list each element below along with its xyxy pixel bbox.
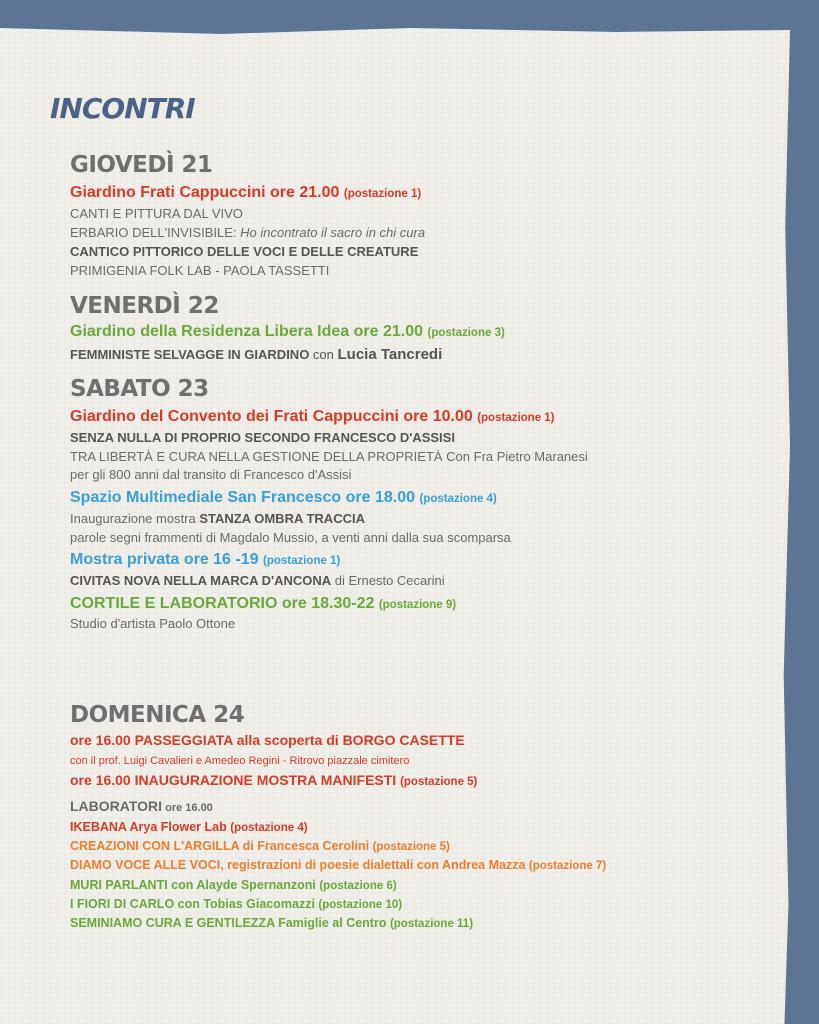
domenica-event-1-sub: con il prof. Luigi Cavalieri e Amedeo Regini - Ritrovo piazzale cimitero [70,755,410,767]
sabato-line-3: per gli 800 anni dal transito di Francesco d'Assisi [70,467,352,482]
day-heading-sabato: SABATO 23 [70,376,209,402]
giovedi-venue: Giardino Frati Cappuccini ore 21.00 (postazione 1) [70,184,422,201]
lab-item-fiori: I FIORI DI CARLO con Tobias Giacomazzi (postazione 10) [70,897,403,911]
day-heading-domenica: DOMENICA 24 [70,702,245,728]
domenica-event-1: ore 16.00 PASSEGGIATA alla scoperta di BORGO CASETTE [70,732,465,748]
lab-item-muri: MURI PARLANTI con Alayde Spernanzoni (postazione 6) [70,878,397,892]
sabato-venue-2: Spazio Multimediale San Francesco ore 18.00 (postazione 4) [70,489,497,506]
giovedi-line-2: ERBARIO DELL'INVISIBILE: Ho incontrato il sacro in chi cura [70,225,426,240]
lab-item-voci: DIAMO VOCE ALLE VOCI, registrazioni di poesie dialettali con Andrea Mazza (postazione 7) [70,858,607,872]
venerdi-line-1: FEMMINISTE SELVAGGE IN GIARDINO con Lucia Tancredi [70,346,443,363]
sabato-line-4: Inaugurazione mostra STANZA OMBRA TRACCIA [70,511,365,526]
lab-item-argilla: CREAZIONI CON L'ARGILLA di Francesca Cerolini (postazione 5) [70,839,450,853]
domenica-event-2: ore 16.00 INAUGURAZIONE MOSTRA MANIFESTI (postazione 5) [70,772,478,788]
lab-item-seminiamo: SEMINIAMO CURA E GENTILEZZA Famiglie al Centro (postazione 11) [70,916,474,930]
sabato-venue-3: Mostra privata ore 16 -19 (postazione 1) [70,551,341,568]
sabato-line-2: TRA LIBERTÀ E CURA NELLA GESTIONE DELLA PROPRIETÀ Con Fra Pietro Maranesi [70,449,588,464]
sabato-venue-4: CORTILE E LABORATORIO ore 18.30-22 (postazione 9) [70,595,457,612]
giovedi-line-1: CANTI E PITTURA DAL VIVO [70,206,243,221]
sabato-line-7: Studio d'artista Paolo Ottone [70,616,236,631]
day-heading-venerdi: VENERDÌ 22 [70,293,219,319]
laboratori-heading: LABORATORI ore 16.00 [70,798,213,814]
lab-item-ikebana: IKEBANA Arya Flower Lab (postazione 4) [70,820,308,834]
giovedi-line-3: CANTICO PITTORICO DELLE VOCI E DELLE CREATURE [70,244,419,259]
sabato-venue-1: Giardino del Convento dei Frati Cappuccini ore 10.00 (postazione 1) [70,408,555,425]
sabato-line-6: CIVITAS NOVA NELLA MARCA D'ANCONA di Ernesto Cecarini [70,573,445,588]
venerdi-venue: Giardino della Residenza Libera Idea ore 21.00 (postazione 3) [70,323,505,340]
section-title: INCONTRI [50,92,195,125]
day-heading-giovedi: GIOVEDÌ 21 [70,152,213,178]
sabato-line-1: SENZA NULLA DI PROPRIO SECONDO FRANCESCO D'ASSISI [70,430,455,445]
giovedi-line-4: PRIMIGENIA FOLK LAB - PAOLA TASSETTI [70,263,330,278]
sabato-line-5: parole segni frammenti di Magdalo Mussio, a venti anni dalla sua scomparsa [70,530,511,545]
